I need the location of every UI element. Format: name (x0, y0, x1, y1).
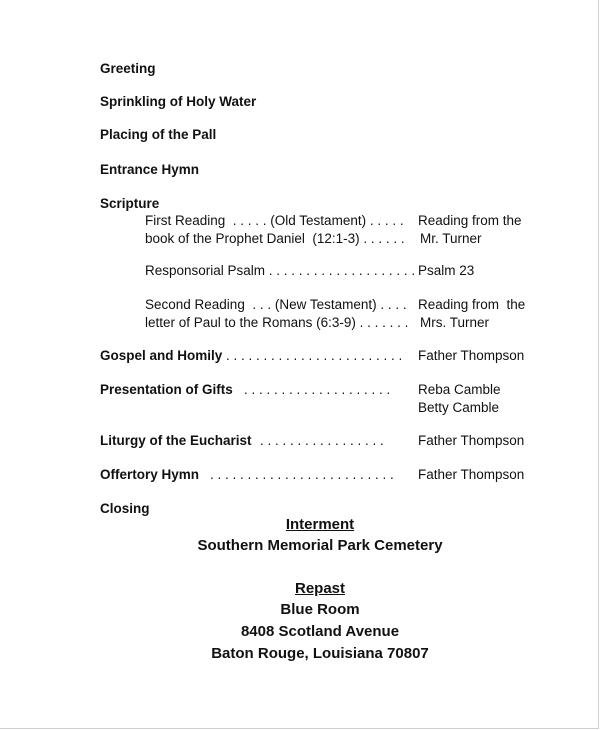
gospel-heading: Gospel and Homily (100, 348, 223, 363)
repast-heading: Repast (294, 580, 346, 597)
gifts-presenter-2: Betty Camble (418, 400, 500, 415)
repast-address: 8408 Scotland Avenue (240, 623, 400, 640)
first-reading-line1-right: Reading from the (418, 213, 522, 228)
first-reading-line1-left: First Reading . . . . . (Old Testament) . . . . . (145, 213, 404, 228)
gifts-heading: Presentation of Gifts (100, 382, 233, 397)
scripture-heading: Scripture (100, 196, 160, 211)
first-reading-reader: Mr. Turner (420, 231, 482, 246)
first-reading-line2-left: book of the Prophet Daniel (12:1-3) . . . . . . (145, 231, 405, 246)
gifts-dots: . . . . . . . . . . . . . . . . . . . . (244, 382, 391, 397)
gospel-officiant: Father Thompson (418, 348, 525, 363)
interment-place: Southern Memorial Park Cemetery (197, 537, 443, 554)
second-reading-reader: Mrs. Turner (420, 315, 490, 330)
gifts-presenter-1: Reba Camble (418, 382, 501, 397)
eucharist-heading: Liturgy of the Eucharist (100, 433, 252, 448)
second-reading-line1-right: Reading from the (418, 297, 526, 312)
repast-room: Blue Room (280, 601, 360, 618)
sprinkling-heading: Sprinkling of Holy Water (100, 94, 257, 109)
repast-city: Baton Rouge, Louisiana 70807 (211, 645, 429, 662)
gospel-dots: . . . . . . . . . . . . . . . . . . . . . . . . (226, 348, 403, 363)
offertory-heading: Offertory Hymn (100, 467, 200, 482)
eucharist-dots: . . . . . . . . . . . . . . . . . (260, 433, 384, 448)
eucharist-officiant: Father Thompson (418, 433, 525, 448)
offertory-dots: . . . . . . . . . . . . . . . . . . . . . . . . . (210, 467, 394, 482)
second-reading-line2-left: letter of Paul to the Romans (6:3-9) . . . . . . . (145, 315, 409, 330)
interment-heading: Interment (285, 516, 355, 533)
psalm-value: Psalm 23 (418, 263, 475, 278)
entrance-hymn-heading: Entrance Hymn (100, 162, 200, 177)
second-reading-line1-left: Second Reading . . . (New Testament) . . . . (145, 297, 407, 312)
offertory-officiant: Father Thompson (418, 467, 525, 482)
placing-pall-heading: Placing of the Pall (100, 127, 217, 142)
psalm-label: Responsorial Psalm . . . . . . . . . . . . . . . . . . . . (145, 263, 416, 278)
closing-heading: Closing (100, 501, 150, 516)
greeting-heading: Greeting (100, 61, 156, 76)
